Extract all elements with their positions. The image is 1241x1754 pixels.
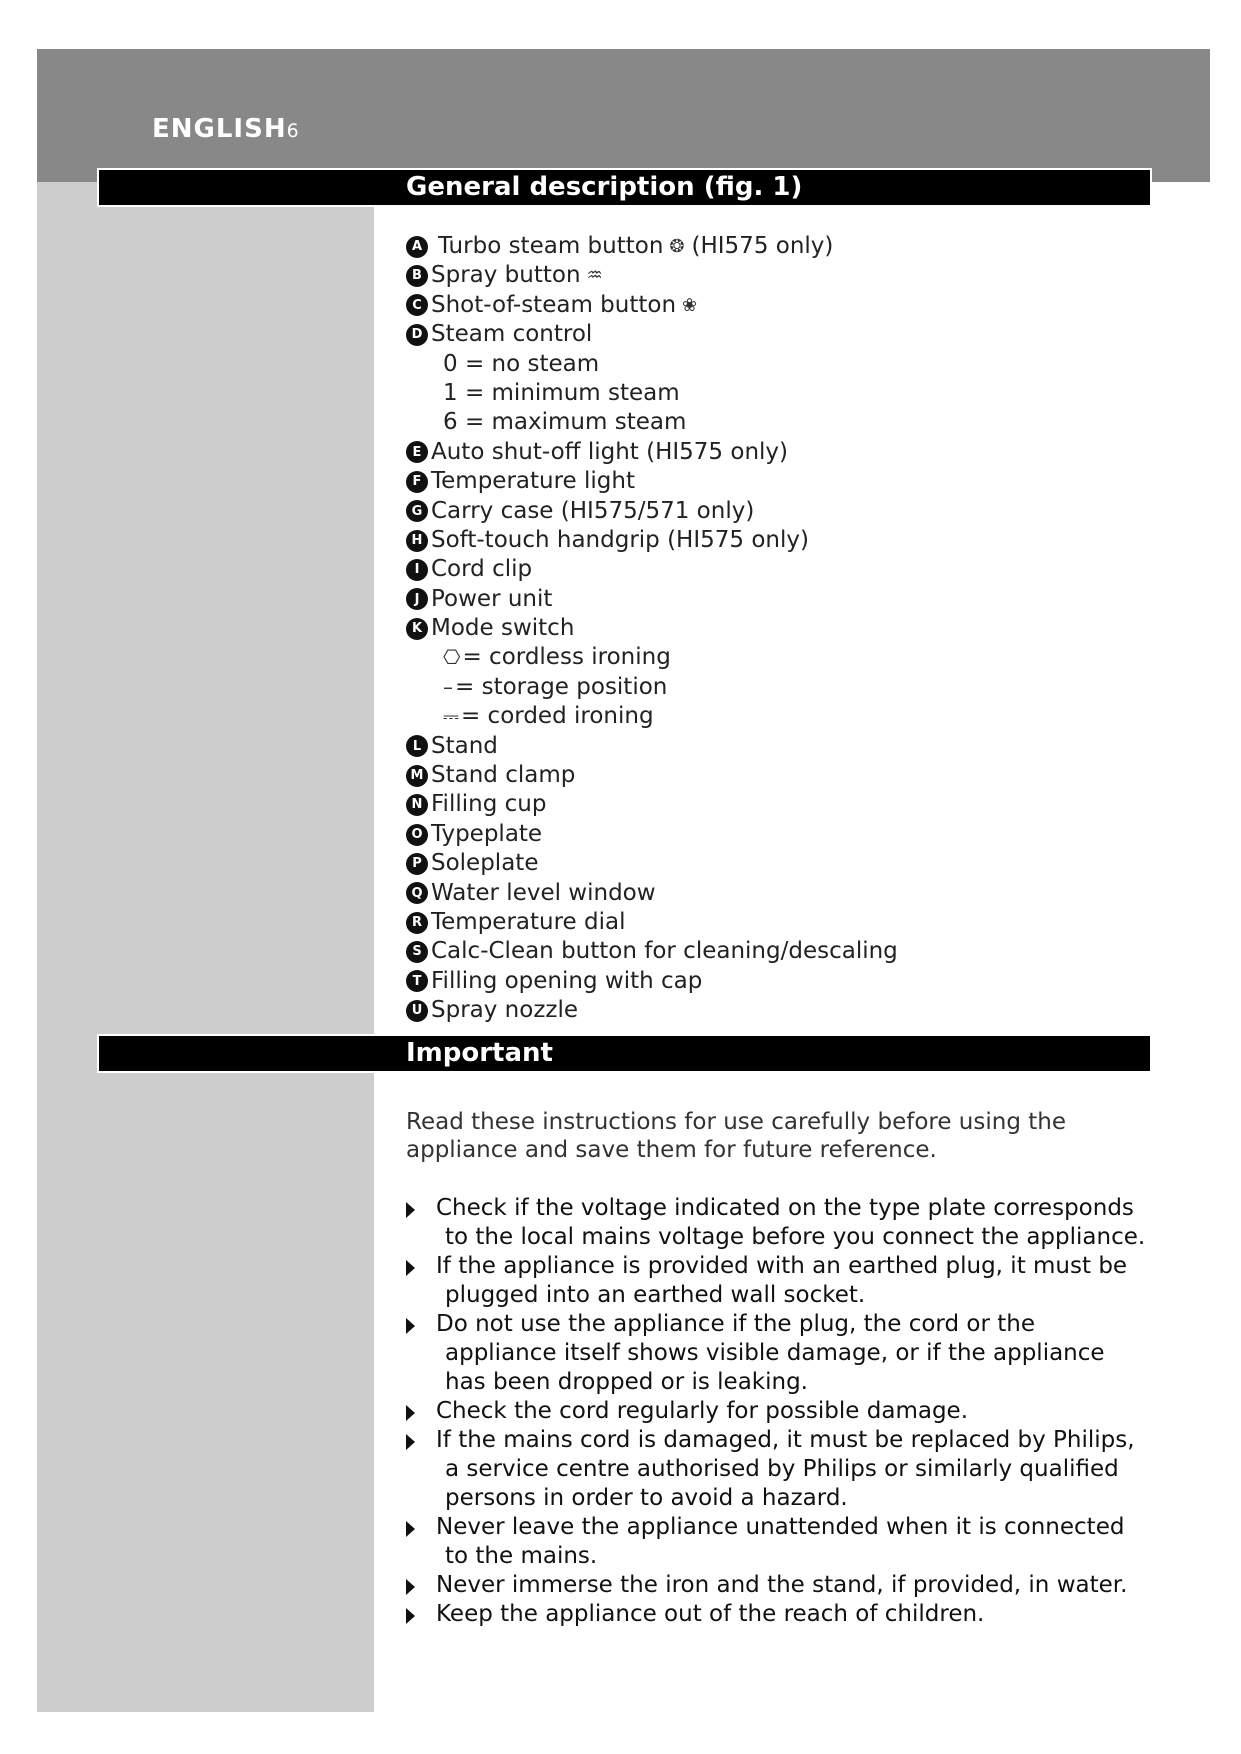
item-label: Auto shut-off light (HI575 only) [431,438,788,465]
item-letter-badge: N [406,794,428,816]
item-label: Stand clamp [431,762,576,789]
item-letter-badge: P [406,853,428,875]
item-label: Spray button [431,262,581,289]
item-label: Typeplate [431,820,543,847]
bullet-text: Do not use the appliance if the plug, the cord or the appliance itself shows visible damage, or if the appliance has been dropped or is leaking. [436,1311,1105,1395]
item-letter-badge: H [406,530,428,552]
left-margin-column [37,182,374,1712]
item-label: Water level window [431,879,656,906]
list-item [406,467,898,496]
item-letter-badge: O [406,824,428,846]
bullet-arrow-icon [406,1521,415,1537]
bullet-item [406,1571,1151,1600]
item-label: Cord clip [431,556,533,583]
subitem-label: 1 = minimum steam [443,379,680,406]
list-item [406,820,898,849]
section-bar-important [97,1034,1152,1073]
important-intro: Read these instructions for use carefully before using the appliance and save them for future reference. [406,1109,1066,1163]
list-item [406,438,898,467]
item-letter-badge: T [406,970,428,992]
shot-of-steam-icon: ❀ [682,294,698,316]
item-label: Power unit [431,585,553,612]
list-item [406,497,898,526]
list-item [406,761,898,790]
bullet-item [406,1252,1151,1310]
item-letter-badge: C [406,294,428,316]
list-item [406,261,898,290]
item-label: Filling cup [431,791,547,818]
page-header [152,114,299,144]
item-letter-badge: E [406,441,428,463]
list-subitem [406,702,898,731]
bullet-arrow-icon [406,1202,415,1218]
list-item [406,908,898,937]
item-letter-badge: L [406,735,428,757]
list-subitem [406,379,898,408]
storage-position-icon: – [443,674,453,699]
turbo-steam-icon: ❂ [669,236,685,257]
list-item [406,732,898,761]
subitem-label: = cordless ironing [462,644,671,671]
section-title-important: Important [406,1038,553,1068]
list-subitem [406,408,898,437]
list-subitem [406,673,898,702]
list-item [406,291,898,320]
list-item [406,937,898,966]
item-label: Calc-Clean button for cleaning/descaling [431,938,898,965]
subitem-label: 0 = no steam [443,350,600,377]
item-letter-badge: B [406,265,428,287]
item-letter-badge: F [406,471,428,493]
bullet-item [406,1397,1151,1426]
cordless-iron-icon: ⎔ [443,645,461,670]
bullet-item [406,1600,1151,1629]
item-label: Steam control [431,321,593,348]
item-label: Temperature dial [431,908,626,935]
list-subitem [406,350,898,379]
item-label: Mode switch [431,615,575,642]
list-item [406,555,898,584]
item-letter-badge: I [406,559,428,581]
item-letter-badge: S [406,941,428,963]
bullet-arrow-icon [406,1318,415,1334]
bullet-item [406,1513,1151,1571]
item-label: Filling opening with cap [431,967,703,994]
list-item [406,232,898,261]
important-bullet-list [406,1194,1151,1629]
section-title-general: General description (fig. 1) [406,172,803,202]
list-item [406,849,898,878]
list-item [406,996,898,1025]
item-letter-badge: G [406,500,428,522]
bullet-arrow-icon [406,1434,415,1450]
item-letter-badge: A [406,236,428,258]
spray-icon: ♒ [586,265,603,287]
list-item [406,585,898,614]
item-label: Temperature light [431,468,635,495]
item-letter-badge: D [406,324,428,346]
bullet-text: Check the cord regularly for possible damage. [436,1398,968,1424]
item-letter-badge: R [406,912,428,934]
list-item [406,320,898,349]
list-subitem [406,643,898,672]
bullet-text: Never leave the appliance unattended when it is connected to the mains. [436,1514,1125,1569]
item-label: Soft-touch handgrip (HI575 only) [431,526,809,553]
bullet-text: If the mains cord is damaged, it must be replaced by Philips, a service centre authorised by Philips or similarly qualified persons in order to avoid a hazard. [436,1427,1135,1511]
subitem-label: 6 = maximum steam [443,409,687,436]
page-number: 6 [286,120,299,142]
item-letter-badge: U [406,1000,428,1022]
bullet-arrow-icon [406,1608,415,1624]
list-item [406,614,898,643]
item-letter-badge: J [406,588,428,610]
item-label: Spray nozzle [431,997,579,1024]
item-label: Stand [431,732,498,759]
item-label: Shot-of-steam button [431,291,677,318]
item-letter-badge: Q [406,882,428,904]
bullet-text: Never immerse the iron and the stand, if provided, in water. [436,1572,1128,1598]
list-item [406,526,898,555]
subitem-label: = storage position [455,673,668,700]
item-label: Turbo steam button [438,233,664,259]
item-label: Soleplate [431,850,539,877]
bullet-text: Keep the appliance out of the reach of children. [436,1601,985,1627]
bullet-text: Check if the voltage indicated on the type plate corresponds to the local mains voltage before you connect the appliance. [436,1195,1146,1250]
language-label: ENGLISH [152,114,287,144]
bullet-text: If the appliance is provided with an earthed plug, it must be plugged into an earthed wall socket. [436,1253,1128,1308]
bullet-arrow-icon [406,1579,415,1595]
bullet-arrow-icon [406,1260,415,1276]
item-suffix: (HI575 only) [691,233,834,259]
subitem-label: = corded ironing [460,703,654,730]
item-letter-badge: M [406,765,428,787]
item-label: Carry case (HI575/571 only) [431,497,755,524]
list-item [406,967,898,996]
corded-iron-icon: ⎓ [443,704,459,729]
bullet-item [406,1426,1151,1513]
general-description-list [406,232,898,1026]
list-item [406,879,898,908]
item-letter-badge: K [406,618,428,640]
list-item [406,790,898,819]
bullet-arrow-icon [406,1405,415,1421]
bullet-item [406,1194,1151,1252]
bullet-item [406,1310,1151,1397]
